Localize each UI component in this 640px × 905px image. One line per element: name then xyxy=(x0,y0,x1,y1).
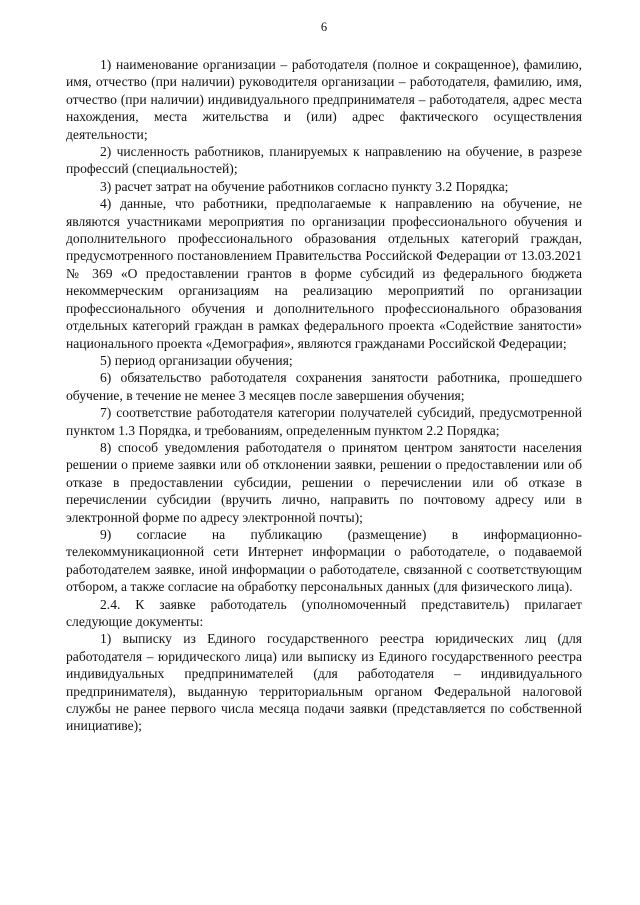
paragraph-item-4: 4) данные, что работники, предполагаемые к направлению на обучение, не являются участниками мероприятия по организации профессионального обучения и дополнительного профессионального образования отдельных категорий граждан, предусмотренного постановлением Правительства Российской Федерации от 13.03.2021 № 369 «О предоставлении грантов в форме субсидий из федерального бюджета некоммерческим организациям на реализацию мероприятий по организации профессионального обучения и дополнительного профессионального образования отдельных категорий граждан в рамках федерального проекта «Содействие занятости» национального проекта «Демография», являются гражданами Российской Федерации; xyxy=(66,196,582,351)
document-body xyxy=(66,56,582,735)
paragraph-item-7: 7) соответствие работодателя категории получателей субсидий, предусмотренной пунктом 1.3 Порядка, и требованиям, определенным пунктом 2.2 Порядка; xyxy=(66,405,582,438)
paragraph-item-8: 8) способ уведомления работодателя о принятом центром занятости населения решении о приеме заявки или об отклонении заявки, решении о предоставлении или об отказе в предоставлении субсидии, решении о перечислении или об отказе в перечислении субсидии (вручить лично, направить по почтовому адресу или в электронной форме по адресу электронной почты); xyxy=(66,439,582,525)
attachment-item-1: 1) выписку из Единого государственного реестра юридических лиц (для работодателя – юридического лица) или выписку из Единого государственного реестра индивидуальных предпринимателей (для работодателя – индивидуального предпринимателя), выданную территориальным органом Федеральной налоговой службы не ранее первого числа месяца подачи заявки (представляется по собственной инициативе); xyxy=(66,631,582,734)
section-2-4-intro: 2.4. К заявке работодатель (уполномоченный представитель) прилагает следующие документы: xyxy=(66,596,582,629)
paragraph-item-5: 5) период организации обучения; xyxy=(100,352,293,368)
paragraph-item-9: 9) согласие на публикацию (размещение) в информационно-телекоммуникационной сети Интернет информации о работодателе, о подаваемой работодателем заявке, иной информации о работодателе, связанной с соответствующим отбором, а также согласие на обработку персональных данных (для физического лица). xyxy=(66,526,582,595)
paragraph-item-2: 2) численность работников, планируемых к направлению на обучение, в разрезе профессий (специальностей); xyxy=(66,144,582,177)
paragraph-item-1: 1) наименование организации – работодателя (полное и сокращенное), фамилию, имя, отчество (при наличии) руководителя организации – работодателя, фамилию, имя, отчество (при наличии) индивидуального предпринимателя – работодателя, адрес места нахождения, места жительства и (или) адрес фактического осуществления деятельности; xyxy=(66,57,582,142)
document-page xyxy=(66,0,582,905)
paragraph-item-6: 6) обязательство работодателя сохранения занятости работника, прошедшего обучение, в течение не менее 3 месяцев после завершения обучения; xyxy=(66,370,582,403)
paragraph-item-3: 3) расчет затрат на обучение работников согласно пункту 3.2 Порядка; xyxy=(100,178,509,194)
page-number: 6 xyxy=(320,20,328,34)
